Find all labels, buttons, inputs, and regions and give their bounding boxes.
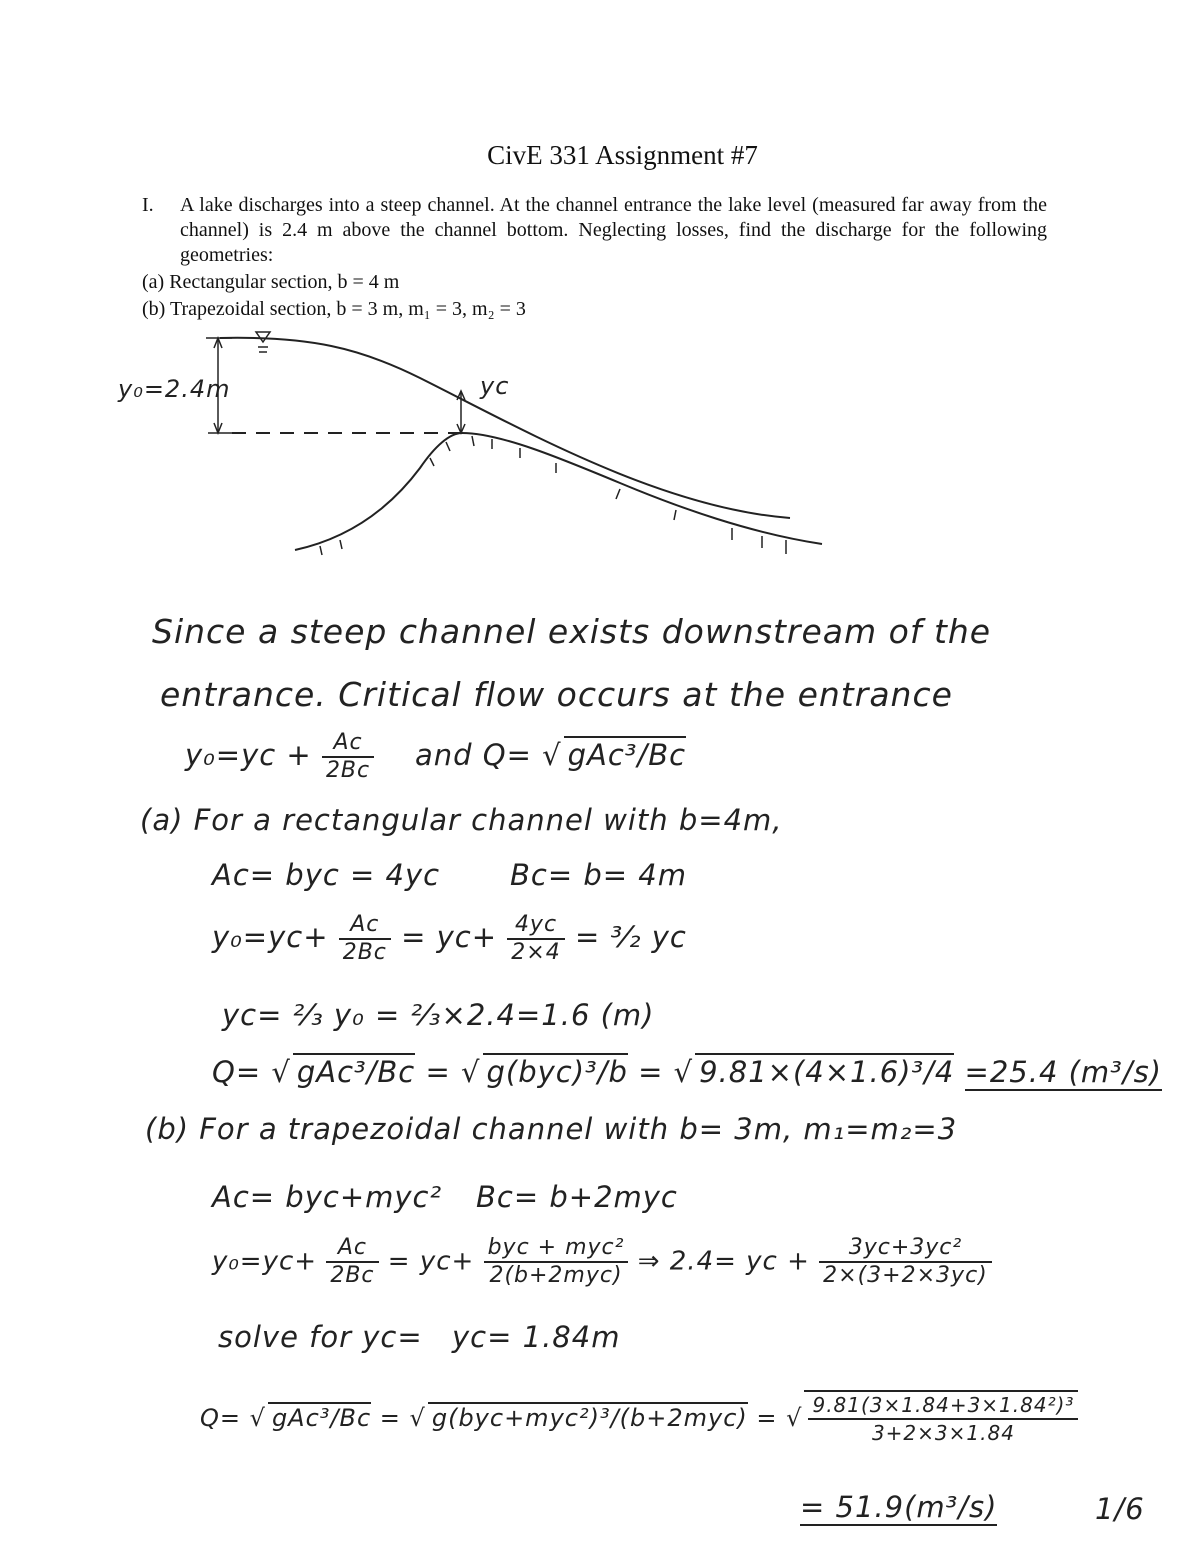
part-a-heading: (a) For a rectangular channel with b=4m, <box>140 803 783 837</box>
water-level-symbol <box>256 332 270 352</box>
part-b-discharge: Q= √ gAᴄ³/Bᴄ = √ g(byᴄ+myᴄ²)³/(b+2myᴄ) = √ $\frac{\text{9.81(3×1.84+3×1.84²)³}}{3+2\times 3\times 1.84}$ <box>200 1390 1078 1446</box>
part-b-energy-eq: y₀=yᴄ+ $\frac{\text{Aᴄ}}{\text{2Bᴄ}}$ = yᴄ+ $\frac{\text{byᴄ + myᴄ²}}{\text{2(b+2myᴄ)}}$ ⇒ 2.4= yᴄ + $\frac{\text{3yᴄ+3yᴄ²}}{\text{2×(3+2×3yᴄ)}}$ <box>212 1235 992 1289</box>
problem-number: I. <box>142 194 154 216</box>
part-b-result: = 51.9(m³/s) <box>800 1490 998 1524</box>
part-a-discharge: Q= √ gAᴄ³/Bᴄ = √ g(byᴄ)³/b = √ 9.81×(4×1.6)³/4 =25.4 (m³/s) <box>212 1055 1163 1089</box>
channel-diagram <box>100 318 840 578</box>
eq1-radical: gAᴄ³/Bᴄ <box>564 736 686 772</box>
channel-bed-line <box>295 433 822 550</box>
problem-statement <box>142 193 1047 322</box>
solution-line-1: Since a steep channel exists downstream of the <box>152 612 992 651</box>
critical-depth-label: yᴄ <box>480 372 510 400</box>
problem-text: A lake discharges into a steep channel. At the channel entrance the lake level (measured far away from the channel) is 2.4 m above the channel bottom. Neglecting losses, find the discharge for the following geometries: <box>180 194 1047 266</box>
problem-part-b: (b) Trapezoidal section, b = 3 m, m₁ = 3, m₂ = 3 <box>142 298 526 320</box>
part-b-solve: solve for yᴄ= <box>218 1320 423 1354</box>
part-a-area: Aᴄ= byᴄ = 4yᴄ <box>212 858 441 892</box>
page-title: CivE 331 Assignment #7 <box>487 140 758 170</box>
solution-line-2: entrance. Critical flow occurs at the entrance <box>160 675 953 714</box>
part-a-yc: yᴄ= ²⁄₃ y₀ = ²⁄₃×2.4=1.6 (m) <box>222 998 655 1032</box>
eq1-left: y₀=yᴄ + <box>185 738 312 772</box>
part-b-width: Bᴄ= b+2myᴄ <box>476 1180 678 1214</box>
bed-hatching <box>320 436 786 555</box>
part-a-width: Bᴄ= b= 4m <box>510 858 687 892</box>
part-b-yc: yᴄ= 1.84m <box>452 1320 621 1354</box>
page-number: 1/6 <box>1095 1492 1145 1526</box>
eq1-fraction: $\frac{\text{Aᴄ}}{\text{2Bᴄ}}$ <box>322 730 374 784</box>
depth-label: y₀=2.4m <box>118 375 231 403</box>
part-a-result: =25.4 (m³/s) <box>964 1055 1163 1089</box>
part-b-area: Aᴄ= byᴄ+myᴄ² <box>212 1180 443 1214</box>
water-surface-line <box>220 338 790 518</box>
part-a-energy-eq: y₀=yᴄ+ $\frac{\text{Aᴄ}}{\text{2Bᴄ}}$ = yᴄ+ $\frac{\text{4yᴄ}}{2\times 4}$ = ³⁄₂ yᴄ <box>212 912 687 965</box>
eq1-and: and Q= <box>415 738 532 772</box>
equation-critical: y₀=yᴄ + $\frac{\text{Aᴄ}}{\text{2Bᴄ}}$ and Q= √ gAᴄ³/Bᴄ <box>185 730 687 783</box>
part-b-heading: (b) For a trapezoidal channel with b= 3m, m₁=m₂=3 <box>145 1112 958 1146</box>
problem-part-a: (a) Rectangular section, b = 4 m <box>142 271 400 293</box>
